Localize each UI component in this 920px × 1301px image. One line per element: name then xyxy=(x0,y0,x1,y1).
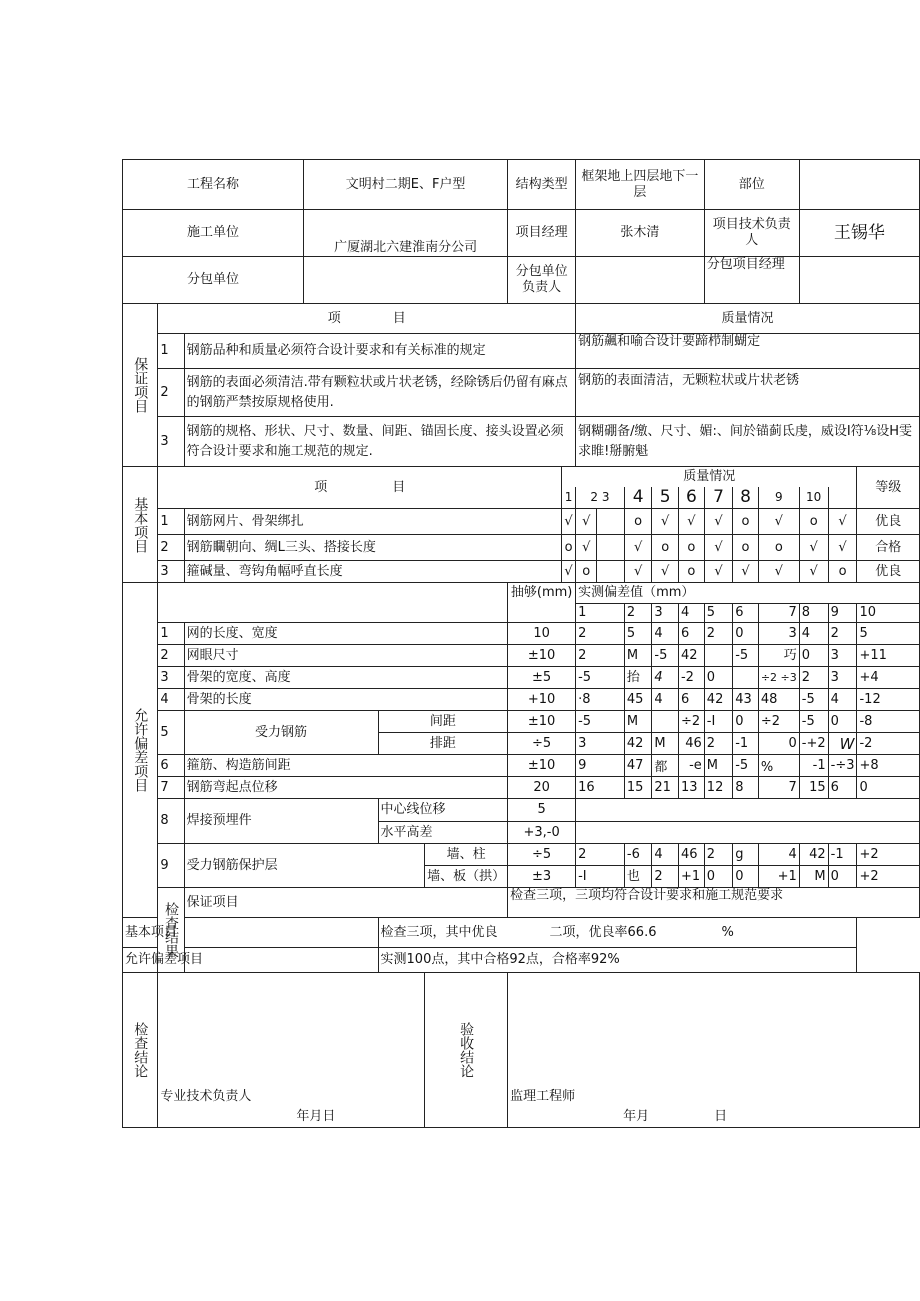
basic-col-quality: 质量情况 xyxy=(562,467,857,487)
dev-val: 2 xyxy=(576,645,625,667)
dev-row-item: 焊接预埋件 xyxy=(184,799,378,844)
guarantee-row-item: 钢筋的表面必须清洁.带有颗粒状或片状老锈，经除锈后仍留有麻点的钢筋严禁按原规格使用. xyxy=(184,369,575,417)
dev-val: 12 xyxy=(704,777,732,799)
dev-val: -5 xyxy=(652,645,679,667)
dev-row-item: 箍筋、构造筋间距 xyxy=(184,755,508,777)
dev-num: 1 xyxy=(576,604,625,623)
deviation-allow-blank xyxy=(508,604,576,623)
dev-val: 4 xyxy=(828,689,857,711)
structure-value: 框架地上四层地下一层 xyxy=(576,160,705,210)
dev-empty-values xyxy=(576,799,920,822)
dev-row-sub: 墙、板（拱） xyxy=(425,866,508,888)
dev-val: M xyxy=(652,733,679,755)
dev-row-sub: 间距 xyxy=(378,711,508,733)
dev-val: ÷2 xyxy=(758,711,799,733)
dev-row-allow: +3,-0 xyxy=(508,822,576,844)
dev-row-allow: 5 xyxy=(508,799,576,822)
basic-mark: √ xyxy=(758,561,799,583)
dev-val: g xyxy=(733,844,759,866)
dev-val: -5 xyxy=(799,711,828,733)
dev-val: 也 xyxy=(624,866,651,888)
dev-row-item: 骨架的宽度、高度 xyxy=(184,667,508,689)
dev-val: -1 xyxy=(733,733,759,755)
dev-val: 46 xyxy=(678,844,704,866)
dev-val: W xyxy=(828,733,857,755)
dev-val: +8 xyxy=(857,755,920,777)
basic-num: 9 xyxy=(758,487,799,509)
dev-val: 0 xyxy=(733,711,759,733)
dev-val: -5 xyxy=(576,711,625,733)
basic-section-label: 基本项目 xyxy=(123,467,158,583)
basic-mark: o xyxy=(733,509,759,535)
dev-val: 42 xyxy=(704,689,732,711)
dev-val: 2 xyxy=(828,623,857,645)
dev-val: M xyxy=(624,645,651,667)
basic-col-grade: 等级 xyxy=(857,467,920,509)
dev-row-sub: 中心线位移 xyxy=(378,799,508,822)
dev-val: 9 xyxy=(576,755,625,777)
dev-val: 4 xyxy=(652,623,679,645)
dev-val: 0 xyxy=(758,733,799,755)
position-label: 部位 xyxy=(704,160,799,210)
basic-mark: o xyxy=(576,561,597,583)
basic-row-no: 3 xyxy=(158,561,184,583)
dev-row-allow: ±10 xyxy=(508,711,576,733)
basic-row-item: 箍碱量、弯钩角幅呼直长度 xyxy=(184,561,561,583)
dev-row-no: 5 xyxy=(158,711,184,755)
dev-row-no: 9 xyxy=(158,844,184,888)
result-text: 检查三项，三项均符合设计要求和施工规范要求 xyxy=(508,888,920,918)
basic-mark: √ xyxy=(562,509,576,535)
basic-mark: √ xyxy=(576,509,597,535)
dev-row-allow: ±10 xyxy=(508,645,576,667)
dev-val: 2 xyxy=(799,667,828,689)
dev-val: -5 xyxy=(576,667,625,689)
dev-val: 42 xyxy=(624,733,651,755)
basic-mark: √ xyxy=(733,561,759,583)
dev-val: 42 xyxy=(678,645,704,667)
sub-manager-label: 分包项目经理 xyxy=(704,257,799,304)
guarantee-col-item: 项 目 xyxy=(158,304,576,334)
manager-label: 项目经理 xyxy=(508,210,576,257)
dev-val: -5 xyxy=(799,689,828,711)
tech-lead-label: 项目技术负责人 xyxy=(704,210,799,257)
guarantee-col-quality: 质量情况 xyxy=(576,304,920,334)
deviation-col-allow: 抽够(mm) xyxy=(508,583,576,604)
dev-val: 2 xyxy=(652,866,679,888)
dev-row-allow: +10 xyxy=(508,689,576,711)
dev-val: 都 xyxy=(652,755,679,777)
tech-date: 年月日 xyxy=(296,1109,336,1124)
deviation-header-blank xyxy=(158,583,508,623)
manager-value: 张木清 xyxy=(576,210,705,257)
dev-val: 46 xyxy=(678,733,704,755)
guarantee-row-no: 1 xyxy=(158,334,184,369)
dev-val: 3 xyxy=(828,667,857,689)
dev-val: -2 xyxy=(857,733,920,755)
basic-mark: o xyxy=(678,535,704,561)
dev-val: 48 xyxy=(758,689,799,711)
dev-val: 15 xyxy=(624,777,651,799)
dev-row-sub: 排距 xyxy=(378,733,508,755)
supervisor-label: 监理工程师 xyxy=(510,1089,576,1104)
dev-val: 15 xyxy=(799,777,828,799)
dev-val: ·8 xyxy=(576,689,625,711)
basic-mark: √ xyxy=(828,535,857,561)
dev-num: 4 xyxy=(678,604,704,623)
dev-val: 3 xyxy=(758,623,799,645)
basic-mark xyxy=(597,535,624,561)
basic-mark: √ xyxy=(758,509,799,535)
sub-unit-value xyxy=(304,257,508,304)
basic-mark: √ xyxy=(652,509,679,535)
dev-empty-values xyxy=(576,822,920,844)
basic-mark: √ xyxy=(562,561,576,583)
dev-val: 0 xyxy=(704,866,732,888)
basic-mark: √ xyxy=(624,535,651,561)
dev-val: -1 xyxy=(799,755,828,777)
guarantee-row-item: 钢筋的规格、形状、尺寸、数量、间距、锚固长度、接头设置必须符合设计要求和施工规范的规定. xyxy=(184,417,575,467)
dev-val: 7 xyxy=(758,777,799,799)
dev-val: 2 xyxy=(704,623,732,645)
basic-row-item: 钢筋网片、骨架绑扎 xyxy=(184,509,561,535)
dev-val: -8 xyxy=(857,711,920,733)
dev-val: 6 xyxy=(678,623,704,645)
dev-val: 2 xyxy=(576,623,625,645)
dev-val: 0 xyxy=(799,645,828,667)
dev-row-allow: ±3 xyxy=(508,866,576,888)
dev-val: -2 xyxy=(678,667,704,689)
basic-mark xyxy=(597,509,624,535)
dev-val: 4 xyxy=(799,623,828,645)
check-conclusion-label: 检查结论 xyxy=(123,973,158,1128)
dev-val: ÷2 ÷3 xyxy=(758,667,799,689)
accept-conclusion-area xyxy=(508,973,920,1128)
basic-mark: o xyxy=(799,509,828,535)
dev-val: 0 xyxy=(733,623,759,645)
dev-val xyxy=(704,645,732,667)
structure-label: 结构类型 xyxy=(508,160,576,210)
basic-mark: √ xyxy=(799,535,828,561)
basic-grade: 优良 xyxy=(857,509,920,535)
dev-num: 8 xyxy=(799,604,828,623)
dev-val: -I xyxy=(704,711,732,733)
dev-val xyxy=(733,667,759,689)
basic-num: 2 3 xyxy=(576,487,625,509)
accept-conclusion-label: 验收结论 xyxy=(425,973,508,1128)
dev-val: 43 xyxy=(733,689,759,711)
dev-val: -e xyxy=(678,755,704,777)
dev-val: M xyxy=(799,866,828,888)
guarantee-row-no: 3 xyxy=(158,417,184,467)
basic-num: 10 xyxy=(799,487,828,509)
basic-mark: o xyxy=(624,509,651,535)
basic-num: 6 xyxy=(678,487,704,509)
dev-row-no: 1 xyxy=(158,623,184,645)
basic-mark: o xyxy=(562,535,576,561)
dev-row-item: 钢筋弯起点位移 xyxy=(184,777,508,799)
basic-mark: √ xyxy=(799,561,828,583)
dev-val: +2 xyxy=(857,844,920,866)
dev-row-allow: ÷5 xyxy=(508,844,576,866)
dev-row-allow: ÷5 xyxy=(508,733,576,755)
dev-row-allow: ±10 xyxy=(508,755,576,777)
dev-val: 4 xyxy=(652,844,679,866)
dev-val: 4 xyxy=(758,844,799,866)
guarantee-row-no: 2 xyxy=(158,369,184,417)
basic-row-item: 钢筋矙朝向、绸L三头、搭接长度 xyxy=(184,535,561,561)
dev-row-item: 受力钢筋 xyxy=(184,711,378,755)
dev-val: +4 xyxy=(857,667,920,689)
dev-val: 0 xyxy=(828,711,857,733)
dev-row-no: 6 xyxy=(158,755,184,777)
basic-mark: √ xyxy=(576,535,597,561)
dev-val: 6 xyxy=(828,777,857,799)
check-conclusion-area xyxy=(158,973,425,1128)
dev-val: -5 xyxy=(733,755,759,777)
basic-mark xyxy=(597,561,624,583)
basic-mark: √ xyxy=(652,561,679,583)
basic-row-no: 1 xyxy=(158,509,184,535)
dev-val: -12 xyxy=(857,689,920,711)
dev-row-allow: 10 xyxy=(508,623,576,645)
dev-val: 5 xyxy=(624,623,651,645)
dev-row-no: 3 xyxy=(158,667,184,689)
form-table xyxy=(122,159,920,1128)
dev-num: 7 xyxy=(758,604,799,623)
dev-val: M xyxy=(704,755,732,777)
dev-row-no: 7 xyxy=(158,777,184,799)
dev-val: +1 xyxy=(758,866,799,888)
result-text: 实测100点，其中合格92点，合格率92% xyxy=(378,948,857,973)
basic-mark: √ xyxy=(828,509,857,535)
dev-row-allow: ±5 xyxy=(508,667,576,689)
dev-val: 4 xyxy=(652,667,679,689)
dev-val: 13 xyxy=(678,777,704,799)
guarantee-section-label: 保证项目 xyxy=(123,304,158,467)
dev-val: 16 xyxy=(576,777,625,799)
dev-num: 3 xyxy=(652,604,679,623)
dev-val: +2 xyxy=(857,866,920,888)
sub-manager-value xyxy=(799,257,919,304)
dev-num: 5 xyxy=(704,604,732,623)
basic-grade: 合格 xyxy=(857,535,920,561)
dev-val: 21 xyxy=(652,777,679,799)
dev-row-sub: 水平高差 xyxy=(378,822,508,844)
guarantee-row-quality: 钢筋飆和喻合设计要蹄栉制蝴定 xyxy=(576,334,920,369)
basic-num: 4 xyxy=(624,487,651,509)
dev-val: -6 xyxy=(624,844,651,866)
dev-val: -÷3 xyxy=(828,755,857,777)
sub-lead-label: 分包单位负责人 xyxy=(508,257,576,304)
dev-row-sub: 墙、柱 xyxy=(425,844,508,866)
basic-num: 1 xyxy=(562,487,576,509)
dev-row-allow: 20 xyxy=(508,777,576,799)
dev-val: -+2 xyxy=(799,733,828,755)
sub-lead-value xyxy=(576,257,705,304)
dev-val: +11 xyxy=(857,645,920,667)
position-value xyxy=(799,160,919,210)
dev-val: 8 xyxy=(733,777,759,799)
dev-val: ÷2 xyxy=(678,711,704,733)
deviation-col-measured: 实测偏差值（mm） xyxy=(576,583,920,604)
dev-val: % xyxy=(758,755,799,777)
basic-mark: √ xyxy=(704,509,732,535)
dev-val: -5 xyxy=(733,645,759,667)
dev-val: M xyxy=(624,711,651,733)
result-label: 允许偏差项目 xyxy=(123,948,379,973)
inspection-form xyxy=(122,159,920,1128)
dev-row-item: 骨架的长度 xyxy=(184,689,508,711)
dev-val: 2 xyxy=(576,844,625,866)
dev-row-item: 受力钢筋保护层 xyxy=(184,844,425,888)
dev-row-item: 网的长度、宽度 xyxy=(184,623,508,645)
dev-val: 0 xyxy=(828,866,857,888)
tech-lead-value: 王锡华 xyxy=(799,210,919,257)
dev-num: 10 xyxy=(857,604,920,623)
basic-mark: o xyxy=(733,535,759,561)
dev-val: 5 xyxy=(857,623,920,645)
dev-val: 0 xyxy=(704,667,732,689)
basic-mark: o xyxy=(652,535,679,561)
basic-grade: 优良 xyxy=(857,561,920,583)
dev-val: 42 xyxy=(799,844,828,866)
basic-col-item: 项 目 xyxy=(158,467,562,509)
dev-val: 3 xyxy=(828,645,857,667)
dev-val: 45 xyxy=(624,689,651,711)
dev-val: +1 xyxy=(678,866,704,888)
result-text: 检查三项，其中优良 二项，优良率66.6 % xyxy=(378,918,857,948)
dev-val: 0 xyxy=(857,777,920,799)
dev-row-item: 网眼尺寸 xyxy=(184,645,508,667)
dev-val: 6 xyxy=(678,689,704,711)
basic-mark: o xyxy=(828,561,857,583)
guarantee-row-quality: 钢筋的表面清洁，无颗粒状或片状老锈 xyxy=(576,369,920,417)
guarantee-row-quality: 钢糊硼备/缴、尺寸、媚:、间於锚蓟氐虔，威设I符⅛设H雯求睢!掰腑魁 xyxy=(576,417,920,467)
dev-num: 9 xyxy=(828,604,857,623)
basic-mark: √ xyxy=(678,509,704,535)
guarantee-row-item: 钢筋品种和质量必须符合设计要求和有关标准的规定 xyxy=(184,334,575,369)
project-name: 文明村二期E、F户型 xyxy=(304,160,508,210)
basic-mark: √ xyxy=(704,535,732,561)
construction-unit-label: 施工单位 xyxy=(123,210,304,257)
basic-num: 8 xyxy=(733,487,759,509)
dev-val xyxy=(652,711,679,733)
dev-val: 巧 xyxy=(758,645,799,667)
dev-val: 2 xyxy=(704,733,732,755)
basic-mark: o xyxy=(758,535,799,561)
deviation-section-label: 允许偏差项目 xyxy=(123,583,158,918)
results-section-label: 检查结果 xyxy=(158,888,184,973)
result-label: 保证项目 xyxy=(184,888,508,918)
tech-signer-label: 专业技术负责人 xyxy=(160,1089,252,1104)
dev-val: 3 xyxy=(576,733,625,755)
dev-val: 4 xyxy=(652,689,679,711)
dev-val: 0 xyxy=(733,866,759,888)
dev-num: 6 xyxy=(733,604,759,623)
basic-num: 5 xyxy=(652,487,679,509)
basic-mark: √ xyxy=(704,561,732,583)
basic-mark: o xyxy=(678,561,704,583)
dev-val: -I xyxy=(576,866,625,888)
dev-row-no: 8 xyxy=(158,799,184,844)
sub-unit-label: 分包单位 xyxy=(123,257,304,304)
basic-row-no: 2 xyxy=(158,535,184,561)
project-name-label: 工程名称 xyxy=(123,160,304,210)
dev-row-no: 4 xyxy=(158,689,184,711)
dev-val: 抬 xyxy=(624,667,651,689)
construction-unit: 广厦湖北六建淮南分公司 xyxy=(304,210,508,257)
supervisor-date: 年月 日 xyxy=(623,1109,728,1124)
dev-val: 2 xyxy=(704,844,732,866)
basic-num-spacer xyxy=(828,487,857,509)
dev-row-no: 2 xyxy=(158,645,184,667)
dev-val: -1 xyxy=(828,844,857,866)
dev-num: 2 xyxy=(624,604,651,623)
basic-mark: √ xyxy=(624,561,651,583)
dev-val: 47 xyxy=(624,755,651,777)
basic-num: 7 xyxy=(704,487,732,509)
result-label: 基本项目 xyxy=(123,918,379,948)
